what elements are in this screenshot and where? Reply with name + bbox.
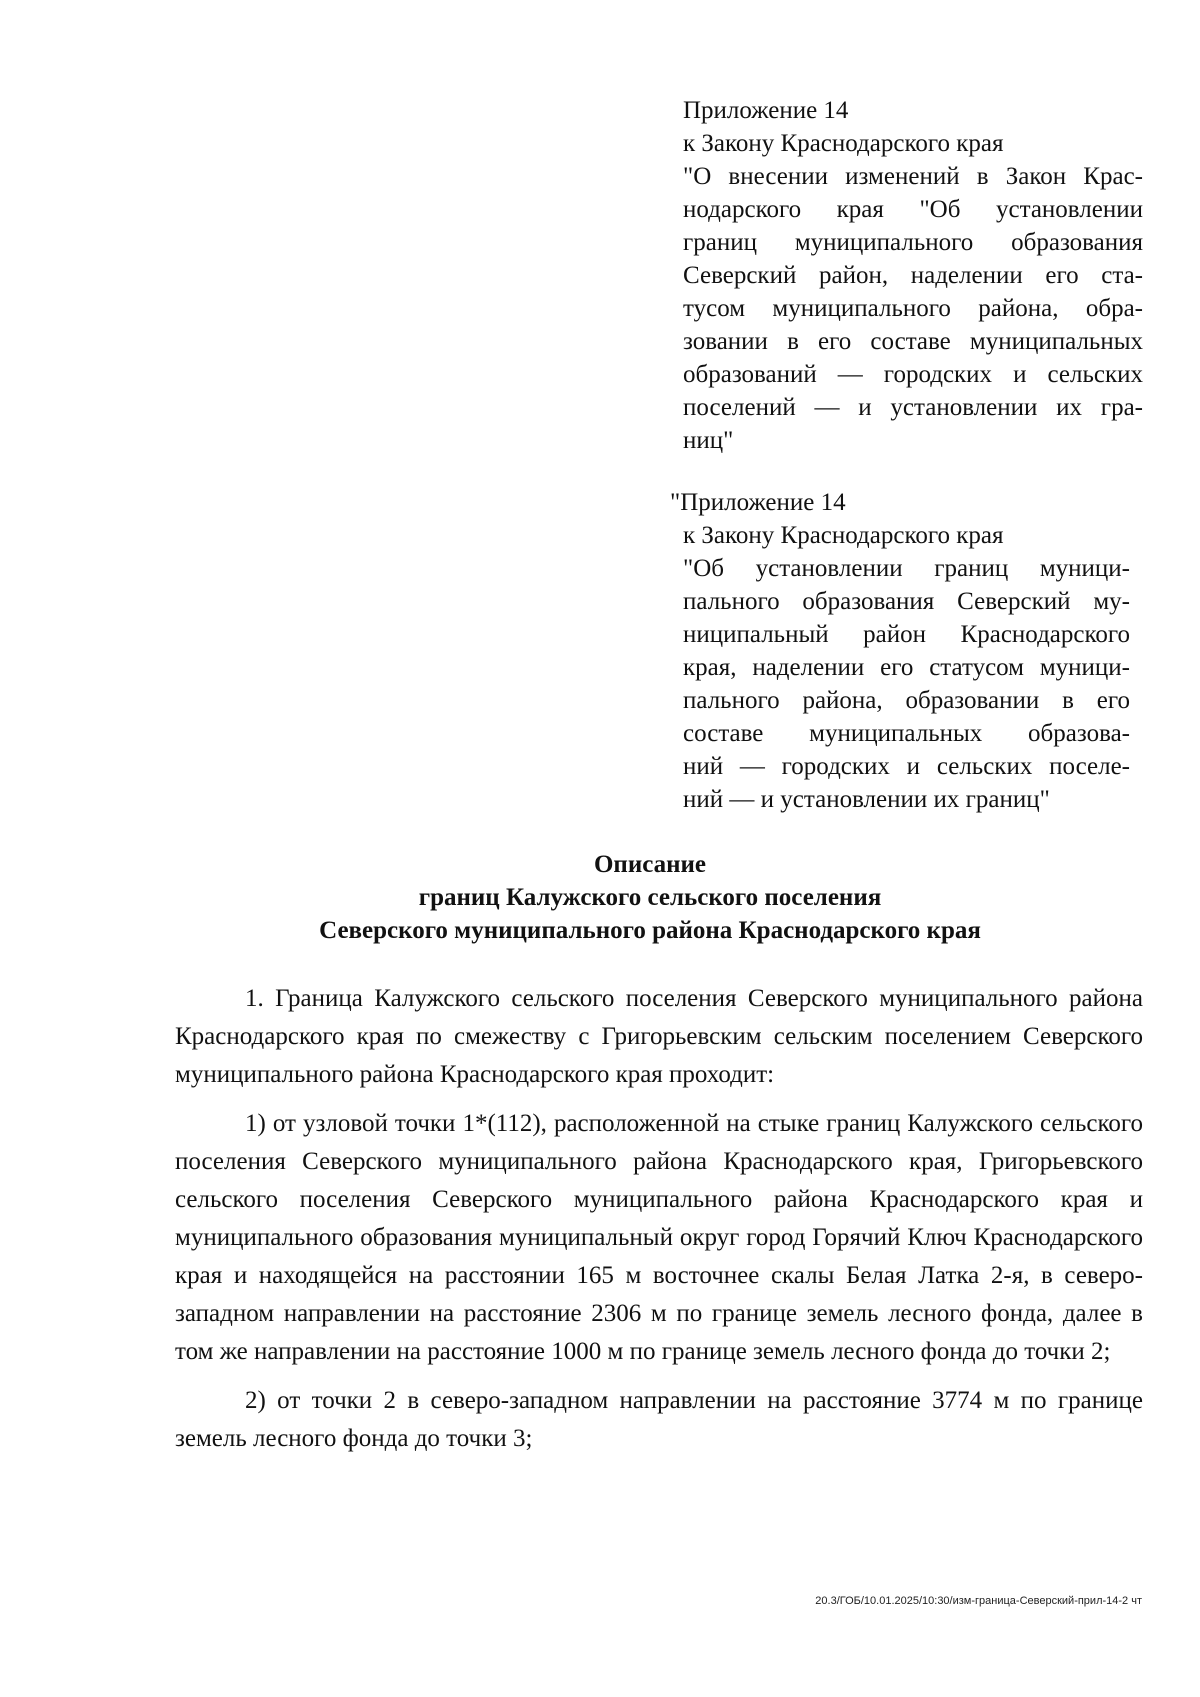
appendix-current-block bbox=[683, 94, 1143, 457]
footer-code: 20.3/ГОБ/10.01.2025/10:30/изм-граница-Северский-прил-14-2 чт bbox=[815, 1595, 1142, 1607]
appendix-line: границ муниципального образования bbox=[683, 229, 1143, 256]
appendix-new-block bbox=[670, 486, 1130, 816]
appendix-line: образований — городских и сельских bbox=[683, 361, 1143, 388]
appendix-line: ний — и установлении их границ" bbox=[683, 786, 1050, 813]
paragraph: 1. Граница Калужского сельского поселения Северского муниципального района Краснодарского края по смежеству с Григорьевским сельским поселением Северского муниципального района Краснодарского края проходит: bbox=[175, 985, 1143, 1088]
appendix-line: края, наделении его статусом муници- bbox=[683, 654, 1130, 681]
appendix-line: ниц" bbox=[683, 427, 734, 454]
appendix-line: пального района, образовании в его bbox=[683, 687, 1130, 714]
appendix-body bbox=[670, 519, 1130, 816]
heading-line-2: границ Калужского сельского поселения bbox=[418, 884, 882, 911]
paragraph: 1) от узловой точки 1*(112), расположенной на стыке границ Калужского сельского поселения Северского муниципального района Краснодарского края, Григорьевского сельского поселения Северского муниципального района Краснодарского края и муниципального образования муниципальный округ город Горячий Ключ Краснодарского края и находящейся на расстоянии 165 м восточнее скалы Белая Латка 2-я, в северо-западном направлении на расстояние 2306 м по границе земель лесного фонда, далее в том же направлении на расстояние 1000 м по границе земель лесного фонда до точки 2; bbox=[175, 1110, 1143, 1365]
appendix-line: тусом муниципального района, обра- bbox=[683, 295, 1143, 322]
appendix-line: "О внесении изменений в Закон Крас- bbox=[683, 163, 1143, 190]
appendix-line: ниципальный район Краснодарского bbox=[683, 621, 1130, 648]
heading-line-3: Северского муниципального района Краснодарского края bbox=[319, 917, 981, 944]
appendix-line: нодарского края "Об установлении bbox=[683, 196, 1143, 223]
appendix-line: составе муниципальных образова- bbox=[683, 720, 1130, 747]
document-heading bbox=[160, 848, 1140, 947]
appendix-line: Приложение 14 bbox=[683, 97, 849, 124]
heading-line-1: Описание bbox=[593, 851, 707, 878]
paragraph: 2) от точки 2 в северо-западном направлении на расстояние 3774 м по границе земель лесного фонда до точки 3; bbox=[175, 1387, 1143, 1452]
appendix-line: зовании в его составе муниципальных bbox=[683, 328, 1143, 355]
appendix-line: пального образования Северский му- bbox=[683, 588, 1130, 615]
appendix-line: "Приложение 14 bbox=[670, 489, 846, 516]
appendix-line: ний — городских и сельских поселе- bbox=[683, 753, 1130, 780]
appendix-line: к Закону Краснодарского края bbox=[683, 522, 1004, 549]
appendix-line: Северский район, наделении его ста- bbox=[683, 262, 1143, 289]
document-body bbox=[175, 980, 1143, 1469]
appendix-line: к Закону Краснодарского края bbox=[683, 130, 1004, 157]
appendix-line: поселений — и установлении их гра- bbox=[683, 394, 1143, 421]
appendix-line: "Об установлении границ муници- bbox=[683, 555, 1130, 582]
